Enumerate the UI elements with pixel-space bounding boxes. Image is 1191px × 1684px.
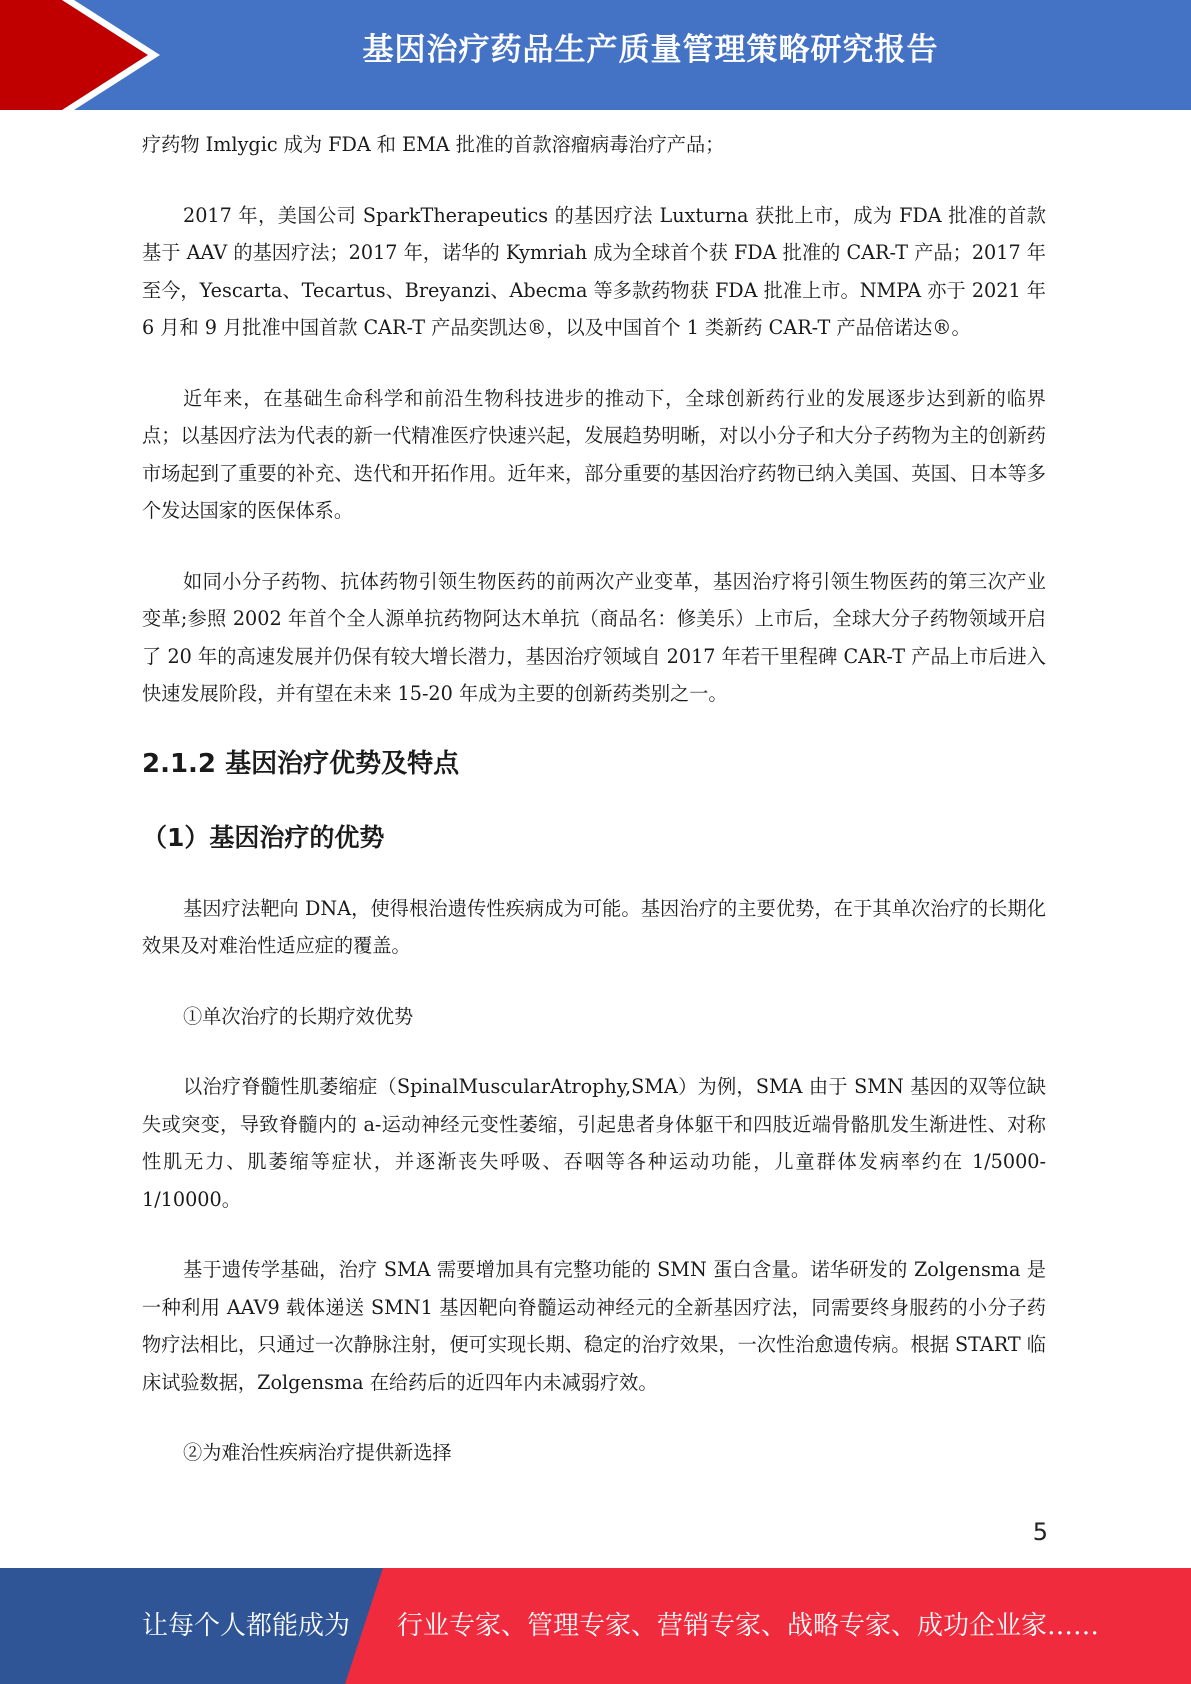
paragraph: 基于遗传学基础，治疗 SMA 需要增加具有完整功能的 SMN 蛋白含量。诺华研发的 Zolgensma 是一种利用 AAV9 载体递送 SMN1 基因靶向脊髓运动神经元的全新基因疗法，同需要终身服药的小分子药物疗法相比，只通过一次静脉注射，便可实现长期、稳定的治疗效果，一次性治愈遗传病。根据 START 临床试验数据，Zolgensma 在给药后的近四年内未减弱疗效。 <box>142 1258 1046 1394</box>
list-item-heading: ①单次治疗的长期疗效优势 <box>183 1004 414 1028</box>
paragraph: 疗药物 Imlygic 成为 FDA 和 EMA 批准的首款溶瘤病毒治疗产品； <box>142 133 725 156</box>
footer-slogan-left: 让每个人都能成为 <box>142 1611 351 1641</box>
list-item-heading: ②为难治性疾病治疗提供新选择 <box>183 1441 452 1464</box>
header-title: 基因治疗药品生产质量管理策略研究报告 <box>362 32 939 68</box>
page-header <box>0 0 1191 110</box>
paragraph: 如同小分子药物、抗体药物引领生物医药的前两次产业变革，基因治疗将引领生物医药的第三次产业变革;参照 2002 年首个全人源单抗药物阿达木单抗（商品名：修美乐）上市后，全球大分子药物领域开启了 20 年的高速发展并仍保有较大增长潜力，基因治疗领域自 2017 年若干里程碑 CAR-T 产品上市后进入快速发展阶段，并有望在未来 15-20 年成为主要的创新药类别之一。 <box>142 569 1046 705</box>
subsection-heading: （1）基因治疗的优势 <box>142 822 385 852</box>
page-footer <box>0 1568 1191 1684</box>
paragraph: 2017 年，美国公司 SparkTherapeutics 的基因疗法 Luxturna 获批上市，成为 FDA 批准的首款基于 AAV 的基因疗法；2017 年，诺华的 Kymriah 成为全球首个获 FDA 批准的 CAR-T 产品；2017 年至今，Yescarta、Tecartus、Breyanzi、Abecma 等多款药物获 FDA 批准上市。NMPA 亦于 2021 年 6 月和 9 月批准中国首款 CAR-T 产品奕凯达®，以及中国首个 1 类新药 CAR-T 产品倍诺达®。 <box>142 203 1046 339</box>
section-heading: 2.1.2 基因治疗优势及特点 <box>142 748 460 779</box>
paragraph: 基因疗法靶向 DNA，使得根治遗传性疾病成为可能。基因治疗的主要优势，在于其单次治疗的长期化效果及对难治性适应症的覆盖。 <box>142 896 1046 957</box>
footer-slogan-right: 行业专家、管理专家、营销专家、战略专家、成功企业家…… <box>397 1611 1100 1641</box>
document-body <box>142 126 1046 1472</box>
paragraph: 近年来，在基础生命科学和前沿生物科技进步的推动下，全球创新药行业的发展逐步达到新的临界点；以基因疗法为代表的新一代精准医疗快速兴起，发展趋势明晰，对以小分子和大分子药物为主的创新药市场起到了重要的补充、迭代和开拓作用。近年来，部分重要的基因治疗药物已纳入美国、英国、日本等多个发达国家的医保体系。 <box>142 386 1046 522</box>
paragraph: 以治疗脊髓性肌萎缩症（SpinalMuscularAtrophy,SMA）为例，SMA 由于 SMN 基因的双等位缺失或突变，导致脊髓内的 a-运动神经元变性萎缩，引起患者身体躯干和四肢近端骨骼肌发生渐进性、对称性肌无力、肌萎缩等症状，并逐渐丧失呼吸、吞咽等各种运动功能，儿童群体发病率约在 1/5000-1/10000。 <box>142 1075 1046 1211</box>
page-number: 5 <box>1032 1518 1048 1546</box>
